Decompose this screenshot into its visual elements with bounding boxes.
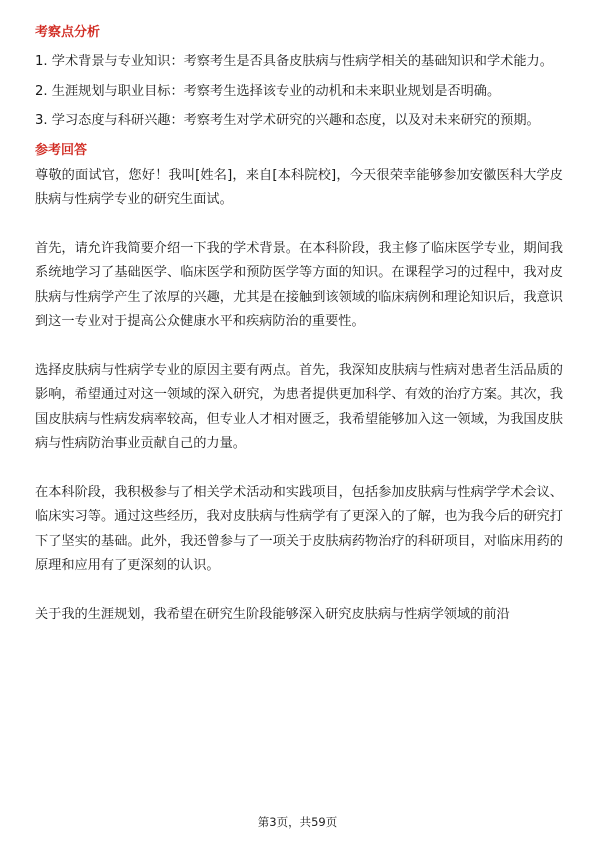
answer-paragraph-1: 尊敬的面试官，您好！我叫[姓名]，来自[本科院校]，今天很荣幸能够参加安徽医科大学皮肤病与性病学专业的研究生面试。 (35, 167, 563, 207)
analysis-item-3: 3. 学习态度与科研兴趣：考察考生对学术研究的兴趣和态度，以及对未来研究的预期。 (35, 113, 540, 128)
answer-paragraph-4: 在本科阶段，我积极参与了相关学术活动和实践项目，包括参加皮肤病与性病学学术会议、临床实习等。通过这些经历，我对皮肤病与性病学有了更深入的了解，也为我今后的研究打下了坚实的基础。此外，我还曾参与了一项关于皮肤病药物治疗的科研项目，对临床用药的原理和应用有了更深刻的认识。 (35, 484, 563, 573)
page-number: 第3页，共59页 (257, 815, 338, 829)
answer-paragraph-5: 关于我的生涯规划，我希望在研究生阶段能够深入研究皮肤病与性病学领域的前沿 (35, 606, 510, 622)
answer-paragraph-2: 首先，请允许我简要介绍一下我的学术背景。在本科阶段，我主修了临床医学专业，期间我系统地学习了基础医学、临床医学和预防医学等方面的知识。在课程学习的过程中，我对皮肤病与性病学产生了浓厚的兴趣，尤其是在接触到该领域的临床病例和理论知识后，我意识到这一专业对于提高公众健康水平和疾病防治的重要性。 (35, 240, 563, 329)
analysis-item-2: 2. 生涯规划与职业目标：考察考生选择该专业的动机和未来职业规划是否明确。 (35, 83, 501, 99)
document-page (35, 24, 563, 651)
section-title-analysis: 考察点分析 (35, 25, 101, 40)
answer-paragraph-3: 选择皮肤病与性病学专业的原因主要有两点。首先，我深知皮肤病与性病对患者生活品质的影响，希望通过对这一领域的深入研究，为患者提供更加科学、有效的治疗方案。其次，我国皮肤病与性病发病率较高，但专业人才相对匮乏，我希望能够加入这一领域，为我国皮肤病与性病防治事业贡献自己的力量。 (35, 362, 563, 451)
section-title-answer: 参考回答 (35, 142, 88, 158)
analysis-item-1: 1. 学术背景与专业知识：考察考生是否具备皮肤病与性病学相关的基础知识和学术能力。 (35, 54, 553, 69)
